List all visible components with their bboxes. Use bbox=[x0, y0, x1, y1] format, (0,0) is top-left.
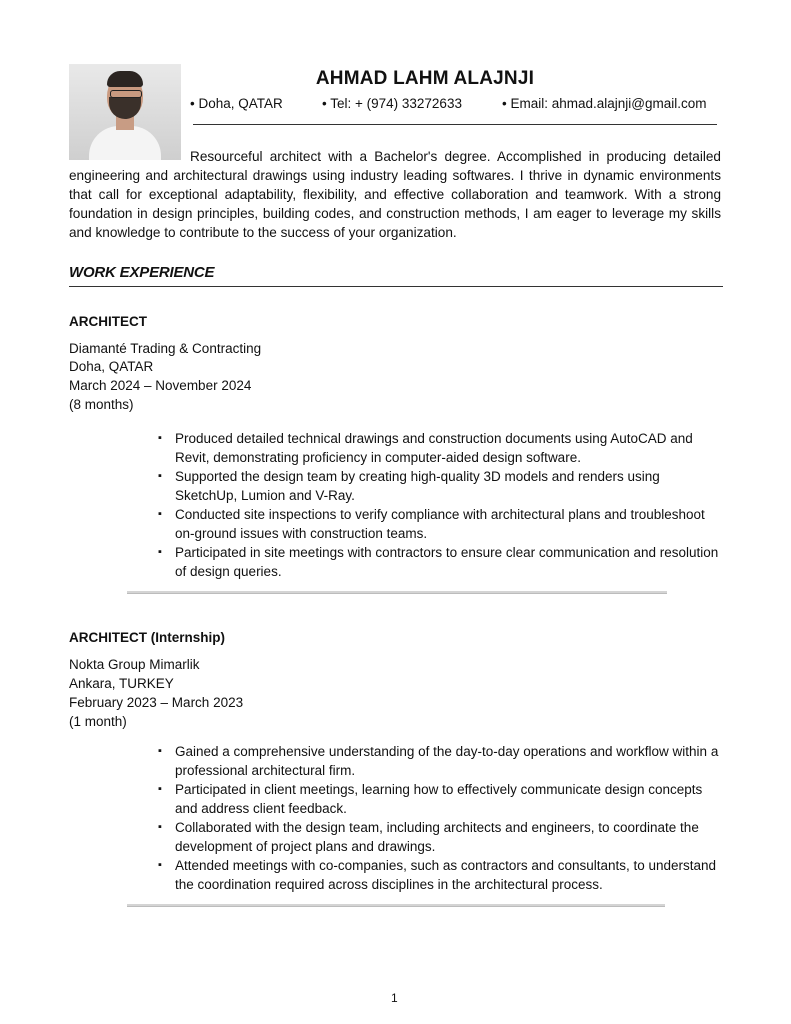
list-item: ▪ Gained a comprehensive understanding of the day-to-day operations and workflow within a professional architectural firm. bbox=[158, 742, 722, 780]
profile-photo bbox=[69, 64, 181, 160]
job-company: Nokta Group Mimarlik bbox=[69, 657, 200, 672]
candidate-name: AHMAD LAHM ALAJNJI bbox=[315, 68, 535, 89]
page-number: 1 bbox=[391, 991, 398, 1005]
list-item: ▪ Participated in client meetings, learning how to effectively communicate design concepts and address client feedback. bbox=[158, 780, 722, 818]
summary-text: Resourceful architect with a Bachelor's degree. Accomplished in producing detailed engineering and architectural drawings using industry leading softwares. I thrive in dynamic environments that call for exceptional adaptability, flexibility, and effective collaboration and teamwork. With a strong foundation in design principles, building codes, and construction methods, I am eager to leverage my skills and knowledge to contribute to the success of your organization. bbox=[69, 149, 721, 240]
section-rule bbox=[69, 286, 723, 287]
list-item: ▪ Participated in site meetings with contractors to ensure clear communication and resolution of design queries. bbox=[158, 543, 722, 581]
contact-location: • Doha, QATAR bbox=[190, 96, 283, 111]
list-item: ▪ Conducted site inspections to verify compliance with architectural plans and troubleshoot on-ground issues with construction teams. bbox=[158, 505, 722, 543]
job-dates: March 2024 – November 2024 bbox=[69, 378, 252, 393]
job-separator bbox=[127, 591, 667, 594]
section-title-work-experience: WORK EXPERIENCE bbox=[69, 264, 215, 281]
list-item: ▪ Supported the design team by creating high-quality 3D models and renders using SketchUp, Lumion and V-Ray. bbox=[158, 467, 722, 505]
job-location: Ankara, TURKEY bbox=[69, 676, 174, 691]
list-item: ▪ Attended meetings with co-companies, such as contractors and consultants, to understand the coordination required across disciplines in the architectural process. bbox=[158, 856, 722, 894]
job-title: ARCHITECT (Internship) bbox=[69, 630, 225, 645]
job-separator bbox=[127, 904, 665, 907]
job-title: ARCHITECT bbox=[69, 314, 147, 329]
header-rule bbox=[193, 124, 717, 125]
job-duration: (8 months) bbox=[69, 397, 134, 412]
summary-paragraph bbox=[69, 147, 721, 242]
contact-phone: • Tel: + (974) 33272633 bbox=[322, 96, 462, 111]
job-company: Diamanté Trading & Contracting bbox=[69, 341, 262, 356]
job-bullet-list bbox=[158, 429, 722, 581]
list-item: ▪ Collaborated with the design team, including architects and engineers, to coordinate the development of project plans and drawings. bbox=[158, 818, 722, 856]
list-item: ▪ Produced detailed technical drawings and construction documents using AutoCAD and Revit, demonstrating proficiency in computer-aided design software. bbox=[158, 429, 722, 467]
job-dates: February 2023 – March 2023 bbox=[69, 695, 244, 710]
job-bullet-list bbox=[158, 742, 722, 894]
contact-email: • Email: ahmad.alajnji@gmail.com bbox=[502, 96, 707, 111]
job-duration: (1 month) bbox=[69, 714, 127, 729]
job-location: Doha, QATAR bbox=[69, 359, 154, 374]
